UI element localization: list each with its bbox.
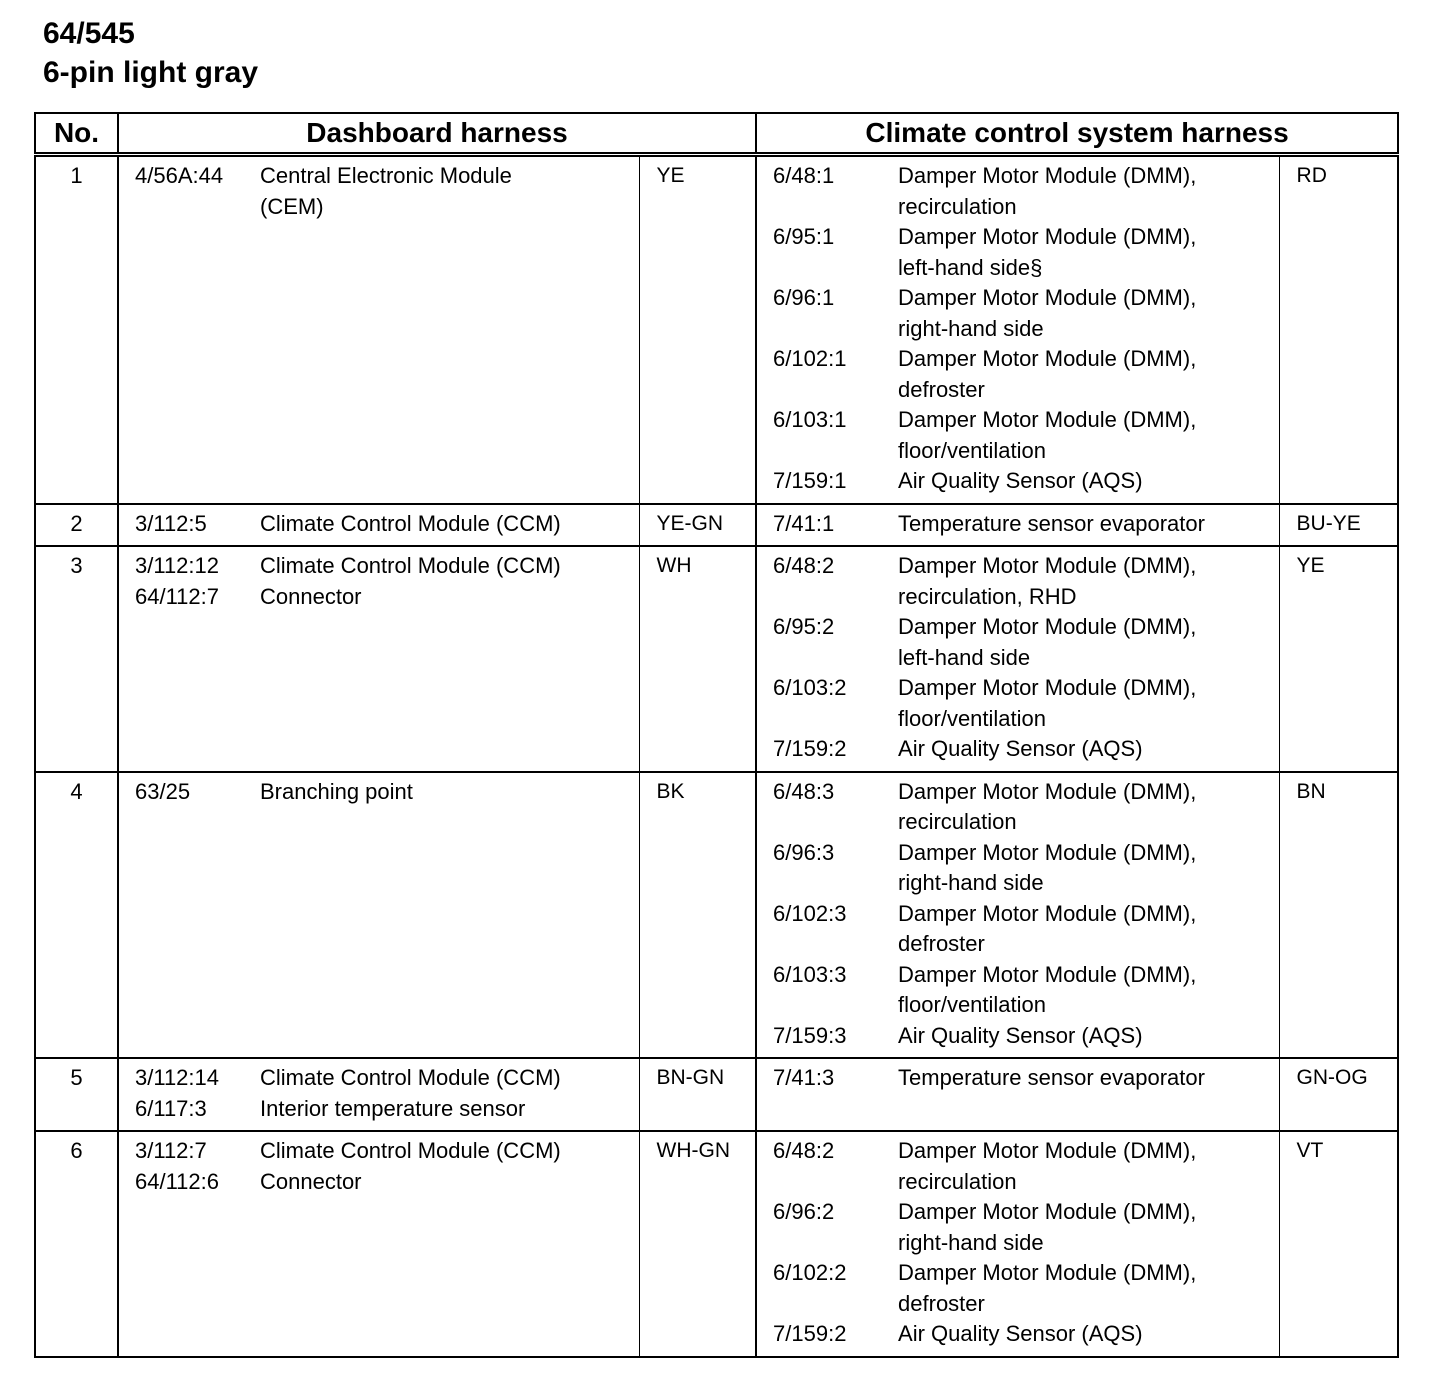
dashboard-description-cell [260,1058,639,1131]
dashboard-code: 6/117:3 [135,1095,207,1121]
climate-code: 6/48:1 [773,163,835,188]
climate-entry-code [773,1319,898,1350]
climate-code: 7/41:1 [773,510,835,536]
table-row [35,772,1398,1059]
climate-entry-description [898,1021,1279,1052]
climate-code: 6/48:2 [773,1138,835,1163]
climate-description: defroster [898,931,985,956]
spacer [773,436,898,467]
climate-entry-description [898,1319,1279,1350]
climate-code: 6/95:1 [773,224,835,249]
climate-description: Damper Motor Module (DMM), [898,285,1197,310]
climate-code: 6/95:2 [773,614,835,639]
climate-description: Damper Motor Module (DMM), [898,407,1197,432]
spacer [773,1228,898,1259]
climate-description: Temperature sensor evaporator [898,1065,1205,1090]
climate-entry-code [773,509,898,540]
climate-description: floor/ventilation [898,992,1047,1017]
climate-entry-code [773,1021,898,1052]
climate-description: Damper Motor Module (DMM), [898,839,1197,865]
climate-description: right-hand side [898,870,1044,895]
climate-code: 7/159:2 [773,736,847,761]
dashboard-code-cell [118,1058,260,1131]
climate-entry-code [773,222,898,283]
climate-entry-description [898,838,1279,899]
connector-id: 64/545 [43,17,135,50]
table-row [35,155,1398,504]
climate-entry-description [898,405,1279,466]
spacer [773,990,898,1021]
climate-wire-color: YE [1279,546,1398,772]
dashboard-description: Climate Control Module (CCM) [260,1065,561,1090]
climate-entry-description [898,673,1279,734]
climate-entry-code [773,344,898,405]
climate-code: 6/103:3 [773,961,847,987]
dashboard-description-cell [260,155,639,504]
dashboard-description: Climate Control Module (CCM) [260,553,561,578]
climate-description: Damper Motor Module (DMM), [898,1260,1197,1285]
climate-entry-code [773,1258,898,1319]
climate-entry-description [898,1258,1279,1319]
climate-code: 6/102:2 [773,1260,847,1285]
climate-wire-color: VT [1279,1131,1398,1357]
climate-entry-description [898,551,1279,612]
climate-entry-code [773,161,898,222]
climate-description-cell [898,546,1279,772]
climate-code-cell [756,772,898,1059]
climate-wire-color: BU-YE [1279,504,1398,547]
climate-entry-description [898,283,1279,344]
climate-wire-color: RD [1279,155,1398,504]
climate-entry-code [773,838,898,899]
climate-entry-description [898,161,1279,222]
climate-code-cell [756,504,898,547]
pin-number: 1 [35,155,118,504]
dashboard-description: Interior temperature sensor [260,1095,526,1121]
climate-description: floor/ventilation [898,437,1047,463]
climate-code: 6/48:2 [773,553,835,578]
spacer [773,253,898,284]
dashboard-description-cell [260,546,639,772]
pin-number: 2 [35,504,118,547]
climate-code: 6/102:1 [773,346,847,371]
wiring-table [34,112,1399,1358]
climate-entry-code [773,1197,898,1258]
climate-description: Damper Motor Module (DMM), [898,961,1197,987]
climate-description: Air Quality Sensor (AQS) [898,468,1143,493]
pin-number: 5 [35,1058,118,1131]
spacer [773,643,898,674]
climate-description: defroster [898,376,985,402]
table-body [35,155,1398,1357]
dashboard-description: Climate Control Module (CCM) [260,1138,561,1163]
dashboard-description: Branching point [260,778,413,804]
climate-entry-description [898,1197,1279,1258]
climate-description: right-hand side [898,1229,1044,1255]
dashboard-wire-color: BK [639,772,756,1059]
climate-code: 6/96:2 [773,1199,835,1224]
climate-code-cell [756,155,898,504]
header-dashboard-harness: Dashboard harness [118,113,756,155]
climate-description: Air Quality Sensor (AQS) [898,1022,1143,1048]
climate-entry-description [898,344,1279,405]
table-row [35,1058,1398,1131]
dashboard-description-cell [260,772,639,1059]
climate-description: Damper Motor Module (DMM), [898,224,1197,249]
climate-code-cell [756,1131,898,1357]
connector-description: 6-pin light gray [43,56,259,89]
climate-description-cell [898,1131,1279,1357]
climate-entry-code [773,466,898,497]
climate-code: 6/96:1 [773,285,835,310]
pin-number: 3 [35,546,118,772]
climate-entry-description [898,222,1279,283]
climate-code: 6/48:3 [773,778,835,804]
dashboard-code: 4/56A:44 [135,163,224,188]
climate-description: Damper Motor Module (DMM), [898,553,1197,578]
spacer [773,1289,898,1320]
spacer [773,1167,898,1198]
dashboard-wire-color: BN-GN [639,1058,756,1131]
spacer [773,868,898,899]
climate-description: defroster [898,1290,985,1316]
climate-entry-code [773,777,898,838]
climate-entry-code [773,612,898,673]
climate-description: Temperature sensor evaporator [898,510,1205,536]
climate-entry-description [898,466,1279,497]
spacer [773,192,898,223]
climate-code-cell [756,1058,898,1131]
header-climate-harness: Climate control system harness [756,113,1398,155]
climate-description-cell [898,772,1279,1059]
climate-code: 7/159:2 [773,1321,847,1346]
climate-description-cell [898,1058,1279,1131]
climate-entry-description [898,1136,1279,1197]
header-no: No. [35,113,118,155]
climate-code-cell [756,546,898,772]
climate-description: Damper Motor Module (DMM), [898,1199,1197,1224]
climate-description: right-hand side [898,315,1044,341]
climate-entry-code [773,899,898,960]
spacer [773,582,898,613]
spacer [773,314,898,345]
climate-description: recirculation [898,193,1017,219]
climate-code: 6/96:3 [773,839,835,865]
climate-code: 6/103:1 [773,407,847,432]
dashboard-description: (CEM) [260,193,324,219]
dashboard-code: 64/112:7 [135,583,220,609]
climate-description: recirculation [898,809,1017,834]
climate-entry-code [773,283,898,344]
climate-entry-description [898,777,1279,838]
climate-entry-description [898,612,1279,673]
title-block [43,14,258,92]
table-row [35,546,1398,772]
climate-entry-description [898,734,1279,765]
climate-entry-code [773,1063,898,1094]
dashboard-code: 63/25 [135,778,191,804]
pin-number: 4 [35,772,118,1059]
climate-wire-color: GN-OG [1279,1058,1398,1131]
climate-entry-code [773,734,898,765]
climate-entry-description [898,960,1279,1021]
climate-description: Air Quality Sensor (AQS) [898,736,1143,761]
climate-description: recirculation, RHD [898,583,1077,609]
climate-entry-code [773,1136,898,1197]
dashboard-code: 64/112:6 [135,1168,220,1194]
dashboard-description: Connector [260,1168,362,1194]
climate-description: left-hand side [898,644,1031,670]
climate-entry-code [773,673,898,734]
dashboard-code: 3/112:14 [135,1065,220,1090]
dashboard-code: 3/112:5 [135,510,207,536]
climate-description: Damper Motor Module (DMM), [898,614,1197,639]
climate-description: Air Quality Sensor (AQS) [898,1321,1143,1346]
dashboard-description: Climate Control Module (CCM) [260,510,561,536]
climate-entry-description [898,509,1279,540]
dashboard-code: 3/112:7 [135,1138,207,1163]
climate-description: Damper Motor Module (DMM), [898,1138,1197,1163]
climate-description: Damper Motor Module (DMM), [898,778,1197,804]
climate-description: Damper Motor Module (DMM), [898,675,1197,700]
climate-entry-description [898,1063,1279,1094]
dashboard-wire-color: WH-GN [639,1131,756,1357]
climate-entry-code [773,960,898,1021]
climate-description: Damper Motor Module (DMM), [898,346,1197,371]
climate-description-cell [898,504,1279,547]
climate-wire-color: BN [1279,772,1398,1059]
dashboard-wire-color: YE [639,155,756,504]
dashboard-wire-color: WH [639,546,756,772]
dashboard-code-cell [118,155,260,504]
climate-description: floor/ventilation [898,705,1047,731]
climate-description: Damper Motor Module (DMM), [898,900,1197,926]
table-row [35,504,1398,547]
table-header-row [35,113,1398,155]
climate-description: left-hand side§ [898,254,1043,280]
climate-entry-description [898,899,1279,960]
climate-code: 6/102:3 [773,900,847,926]
pin-number: 6 [35,1131,118,1357]
climate-entry-code [773,405,898,466]
climate-description: recirculation [898,1168,1017,1194]
climate-description: Damper Motor Module (DMM), [898,163,1197,188]
dashboard-wire-color: YE-GN [639,504,756,547]
spacer [773,375,898,406]
dashboard-description-cell [260,1131,639,1357]
dashboard-code: 3/112:12 [135,553,220,578]
climate-entry-code [773,551,898,612]
spacer [773,807,898,838]
spacer [773,704,898,735]
climate-code: 7/159:1 [773,468,847,493]
dashboard-description: Connector [260,583,362,609]
dashboard-description: Central Electronic Module [260,163,512,188]
climate-code: 7/159:3 [773,1022,847,1048]
climate-code: 6/103:2 [773,675,847,700]
climate-code: 7/41:3 [773,1065,835,1090]
dashboard-code-cell [118,772,260,1059]
dashboard-description-cell [260,504,639,547]
dashboard-code-cell [118,1131,260,1357]
climate-description-cell [898,155,1279,504]
dashboard-code-cell [118,504,260,547]
spacer [773,929,898,960]
table-row [35,1131,1398,1357]
dashboard-code-cell [118,546,260,772]
